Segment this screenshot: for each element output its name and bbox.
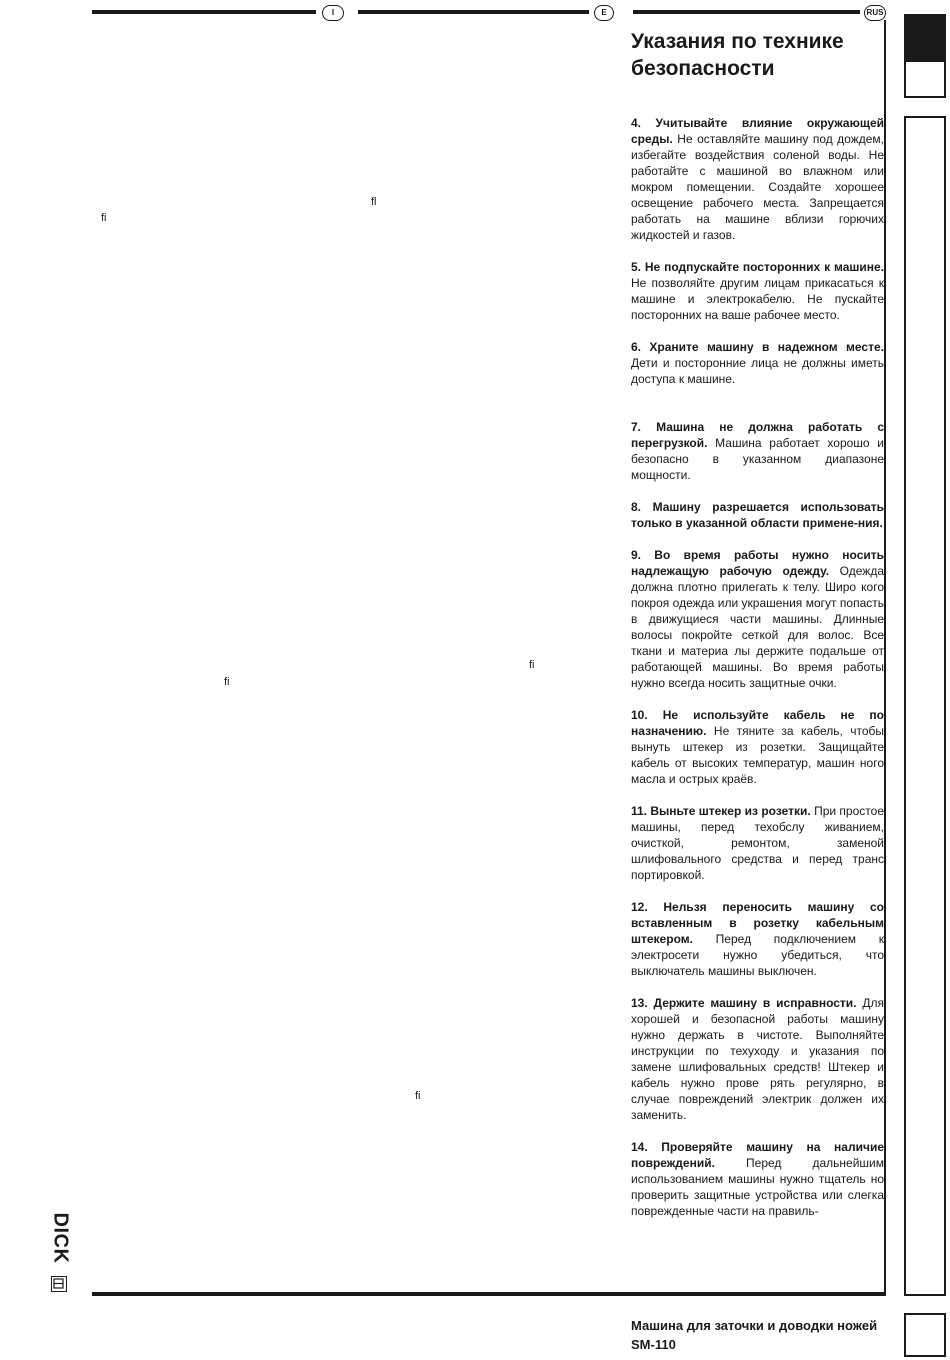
instruction-body: Одежда должна плотно прилегать к телу. Широ кого покроя одежда или украшения могут попасть в движущиеся части машины. Длинные волосы покройте сеткой для волос. Все ткани и материа лы держите подальше от работающей машины. Во время работы нужно всегда носить защитные очки. [631, 564, 884, 690]
instruction-heading: 7. Машина не должна работать с перегрузкой. [631, 420, 884, 450]
instruction-body: Не позволяйте другим лицам прикасаться к машине и электрокабелю. Не пускайте посторонних на ваше рабочее место. [631, 276, 884, 322]
safety-instructions-column [631, 115, 884, 1235]
column-rule [884, 20, 886, 1294]
instruction-body: Перед подключением к электросети нужно убедиться, что выключатель машины выключен. [631, 932, 884, 978]
instruction-body: Не тяните за кабель, чтобы вынуть штекер из розетки. Защищайте кабель от высоких температур, машин ного масла и острых краёв. [631, 724, 884, 786]
logo-mark-icon [51, 1276, 67, 1292]
instruction-body: Перед дальнейшим использованием машины нужно тщатель но проверить защитные устройства или слегка поврежденные части на правиль- [631, 1156, 884, 1218]
logo-wordmark: DICK [49, 1212, 72, 1264]
stray-glyph: fi [101, 212, 107, 224]
stray-glyph: fi [415, 1090, 421, 1102]
instruction-heading: 4. Учитывайте влияние окружающей среды. [631, 116, 884, 146]
instruction-4 [631, 115, 884, 243]
instruction-heading: 12. Нельзя переносить машину со вставленным в розетку кабельным штекером. [631, 900, 884, 946]
instruction-13 [631, 995, 884, 1123]
instruction-11 [631, 803, 884, 883]
page-title: Указания по технике безопасности [631, 30, 844, 80]
section-tab-active [904, 14, 946, 98]
header-rule-1 [92, 10, 316, 14]
instruction-9 [631, 547, 884, 691]
instruction-body: Дети и посторонние лица не должны иметь доступа к машине. [631, 356, 884, 386]
section-tab-footer [904, 1313, 946, 1357]
instruction-heading: 9. Во время работы нужно носить надлежащую рабочую одежду. [631, 548, 884, 578]
instruction-14 [631, 1139, 884, 1219]
stray-glyph: fl [371, 196, 377, 208]
instruction-heading: 6. Храните машину в надежном месте. [631, 340, 884, 354]
instruction-7 [631, 419, 884, 483]
instruction-body: Для хорошей и безопасной работы машину нужно держать в чистоте. Выполняйте инструкции по техуходу и указания по замене шлифовальных средств! Штекер и кабель нужно прове рять регулярно, в случае повреждений электрик должен их заменить. [631, 996, 884, 1122]
header-rule-2 [358, 10, 589, 14]
instruction-5 [631, 259, 884, 323]
language-badge-e: E [594, 5, 614, 21]
instruction-heading: 14. Проверяйте машину на наличие повреждений. [631, 1140, 884, 1170]
instruction-heading: 11. Выньте штекер из розетки. [631, 804, 811, 818]
footer-product-title: Машина для заточки и доводки ножей SM-110 [631, 1318, 878, 1352]
language-badge-rus: RUS [864, 5, 886, 21]
footer-rule [92, 1292, 886, 1296]
instruction-6 [631, 339, 884, 387]
instruction-heading: 10. Не используйте кабель не по назначению. [631, 708, 884, 738]
section-tab-content [904, 116, 946, 1296]
instruction-heading: 13. Держите машину в исправности. [631, 996, 857, 1010]
header-rule-3 [633, 10, 860, 14]
language-badge-i: I [322, 5, 344, 21]
instruction-heading: 5. Не подпускайте посторонних к машине. [631, 260, 884, 274]
instruction-body: Машина работает хорошо и безопасно в указанном диапазоне мощности. [631, 436, 884, 482]
instruction-8 [631, 499, 884, 531]
stray-glyph: fi [224, 676, 230, 688]
instruction-12 [631, 899, 884, 979]
stray-glyph: fi [529, 659, 535, 671]
instruction-heading: 8. Машину разрешается использовать только в указанной области примене-ния. [631, 500, 884, 530]
instruction-body: При простое машины, перед техобслу живанием, очисткой, ремонтом, заменой шлифовального средства и перед транс портировкой. [631, 804, 884, 882]
instruction-10 [631, 707, 884, 787]
instruction-body: Не оставляйте машину под дождем, избегайте воздействия соленой воды. Не работайте с машиной во влажном или мокром помещении. Создайте хорошее освещение рабочего места. Запрещается работать на машине вблизи горючих жидкостей и газов. [631, 132, 884, 242]
